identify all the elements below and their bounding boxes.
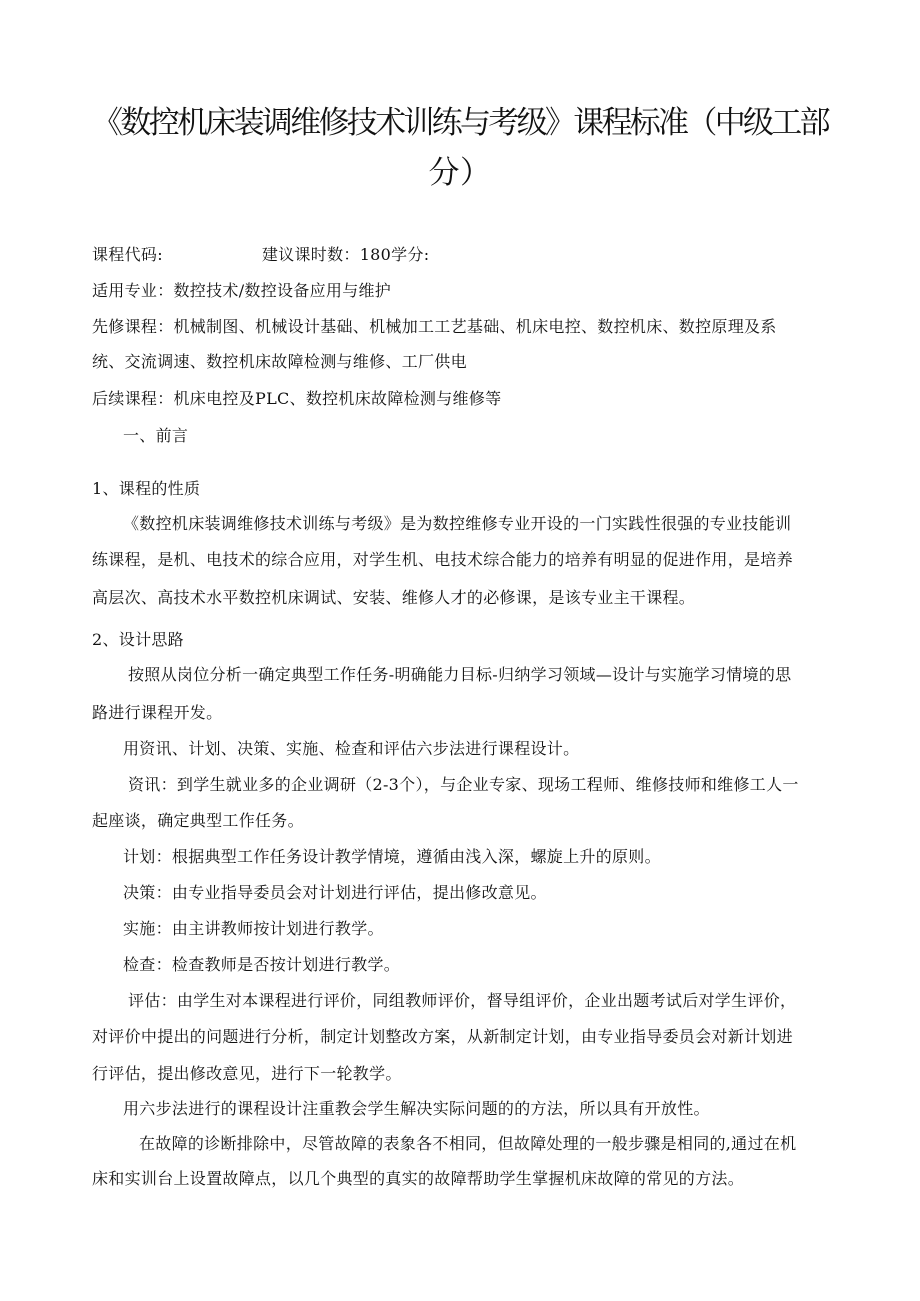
course-code-row: [92, 247, 828, 263]
nature-paragraph-line-1: 《数控机床装调维修技术训练与考级》是为数控维修专业开设的一门实践性很强的专业技能训: [123, 514, 792, 533]
nature-heading: 1、课程的性质: [92, 479, 201, 498]
document-title-line-2: 分）: [428, 155, 492, 191]
evaluation-line-3: 行评估，提出修改意见，进行下一轮教学。: [92, 1064, 402, 1083]
prerequisites-line-1: 先修课程：机械制图、机械设计基础、机械加工工艺基础、机床电控、数控机床、数控原理及系: [92, 317, 777, 336]
six-steps-line: 用资讯、计划、决策、实施、检查和评估六步法进行课程设计。: [123, 739, 580, 758]
document-title-line-1: 《数控机床装调维修技术训练与考级》课程标准（中级工部: [92, 105, 828, 141]
follow-up-courses-line: 后续课程：机床电控及PLC、数控机床故障检测与维修等: [92, 389, 502, 408]
hours-label: 建议课时数：180学分:: [261, 245, 430, 264]
evaluation-line-1: 评估：由学生对本课程进行评价，同组教师评价，督导组评价，企业出题考试后对学生评价，: [128, 991, 797, 1010]
implementation-line: 实施：由主讲教师按计划进行教学。: [123, 919, 384, 938]
approach-line-1: 按照从岗位分析一确定典型工作任务-明确能力目标-归纳学习领域—设计与实施学习情境的思: [128, 665, 792, 684]
design-heading: 2、设计思路: [92, 630, 184, 649]
plan-line: 计划：根据典型工作任务设计教学情境，遵循由浅入深，螺旋上升的原则。: [123, 847, 661, 866]
fault-diagnosis-line-2: 床和实训台上设置故障点，以几个典型的真实的故障帮助学生掌握机床故障的常见的方法。: [92, 1169, 745, 1188]
approach-line-2: 路进行课程开发。: [92, 703, 223, 722]
section-heading-preface: 一、前言: [123, 426, 189, 445]
check-line: 检查：检查教师是否按计划进行教学。: [123, 955, 401, 974]
nature-paragraph-line-3: 高层次、高技术水平数控机床调试、安装、维修人才的必修课，是该专业主干课程。: [92, 588, 696, 607]
evaluation-line-2: 对评价中提出的问题进行分析，制定计划整改方案，从新制定计划，由专业指导委员会对新计划进: [92, 1027, 793, 1046]
decision-line: 决策：由专业指导委员会对计划进行评估，提出修改意见。: [123, 883, 547, 902]
emphasis-line: 用六步法进行的课程设计注重教会学生解决实际问题的的方法，所以具有开放性。: [123, 1099, 710, 1118]
fault-diagnosis-line-1: 在故障的诊断排除中，尽管故障的表象各不相同，但故障处理的一般步骤是相同的,通过在机: [139, 1134, 797, 1153]
major-line: 适用专业：数控技术/数控设备应用与维护: [92, 281, 392, 300]
nature-paragraph-line-2: 练课程，是机、电技术的综合应用，对学生机、电技术综合能力的培养有明显的促进作用，是培养: [92, 550, 793, 569]
info-line-1: 资讯：到学生就业多的企业调研（2-3个），与企业专家、现场工程师、维修技师和维修工人一: [128, 775, 799, 794]
course-code-label: 课程代码:: [92, 245, 163, 264]
prerequisites-line-2: 统、交流调速、数控机床故障检测与维修、工厂供电: [92, 352, 467, 371]
info-line-2: 起座谈，确定典型工作任务。: [92, 811, 304, 830]
